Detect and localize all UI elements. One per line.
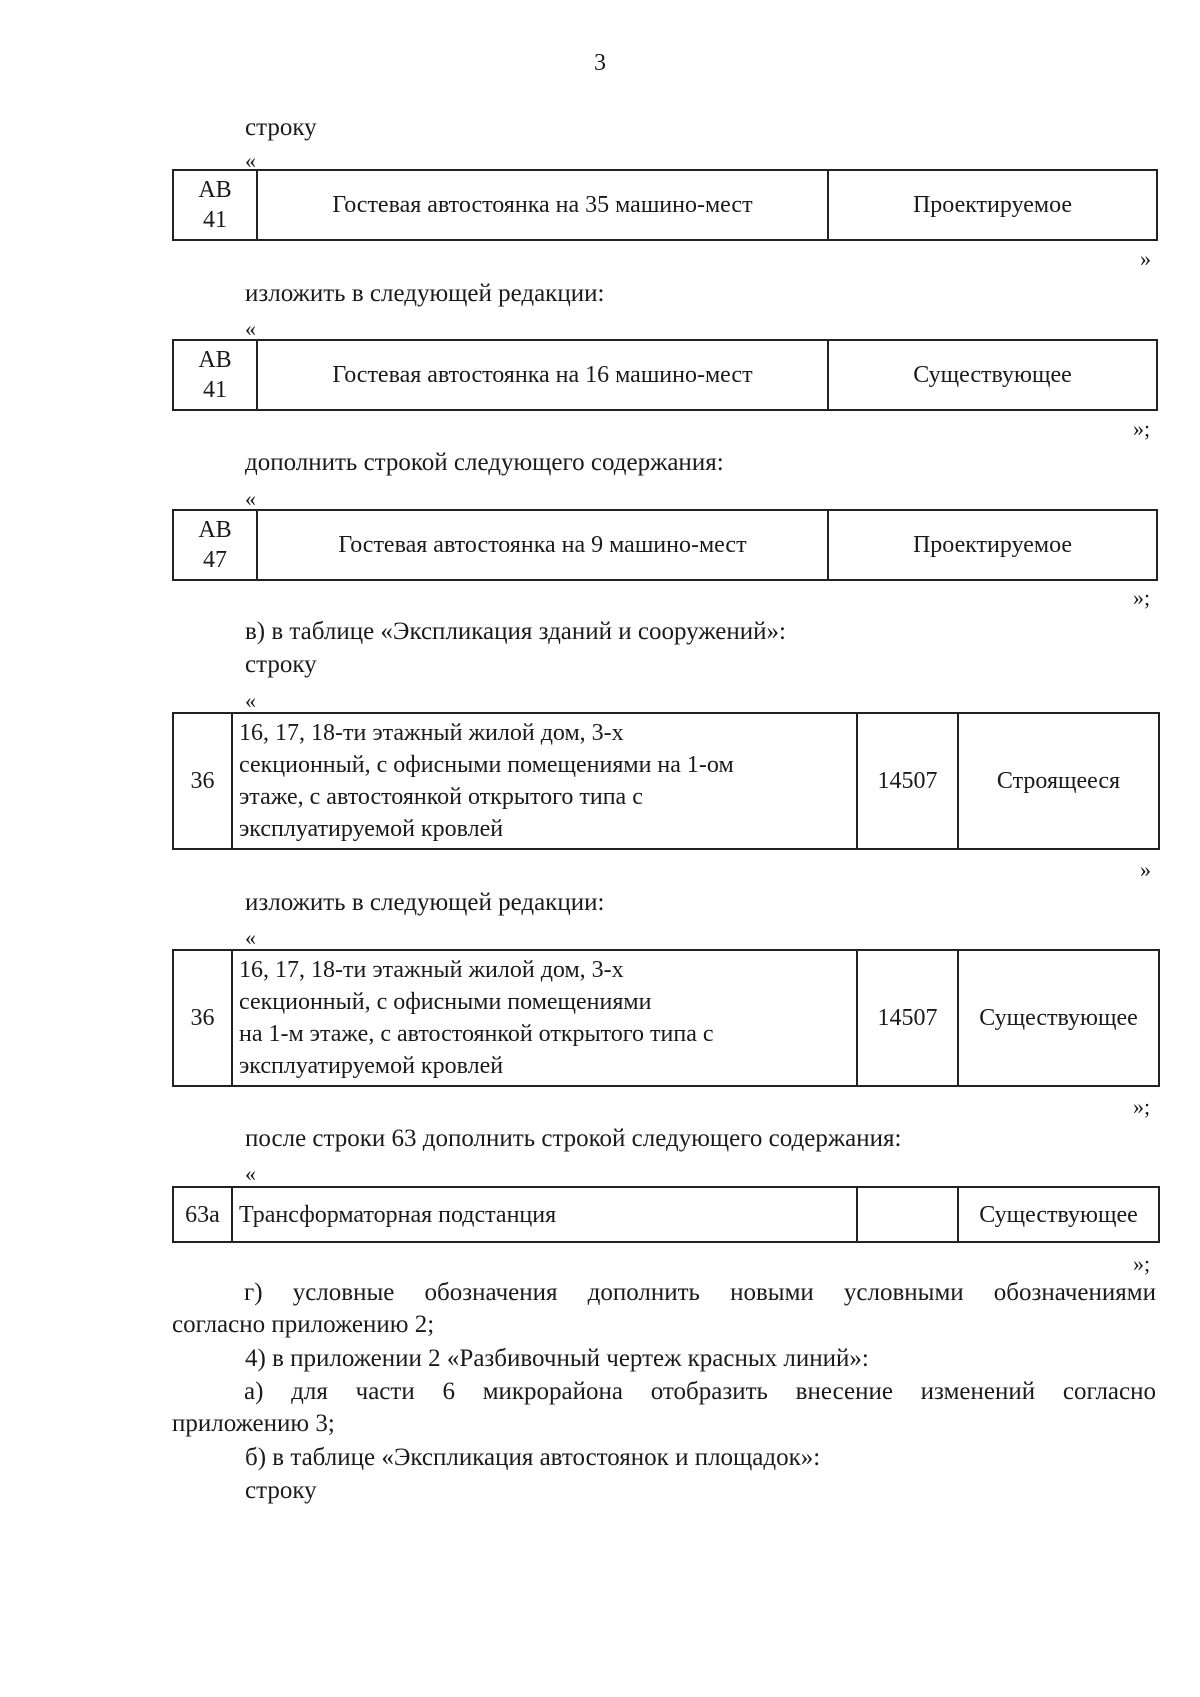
close-quote-semicolon: »; — [1133, 1094, 1151, 1119]
cell-status: Существующее — [958, 950, 1159, 1086]
table-parking-new — [172, 339, 1158, 411]
cell-desc — [232, 713, 857, 849]
cell-name: Гостевая автостоянка на 35 машино-мест — [257, 170, 828, 240]
open-quote: « — [245, 925, 256, 950]
label-add-row: дополнить строкой следующего содержания: — [245, 449, 724, 476]
cell-status: Строящееся — [958, 713, 1159, 849]
desc-line: этаже, с автостоянкой открытого типа с — [239, 784, 643, 810]
cell-desc: Трансформаторная подстанция — [232, 1187, 857, 1242]
code-line-2: 47 — [203, 547, 227, 573]
close-quote-semicolon: »; — [1133, 585, 1151, 610]
desc-line: секционный, с офисными помещениями на 1-ом — [239, 752, 734, 778]
open-quote: « — [245, 316, 256, 341]
cell-num: 36 — [173, 713, 232, 849]
cell-status: Существующее — [828, 340, 1157, 410]
open-quote: « — [245, 1161, 256, 1186]
cell-code — [173, 340, 257, 410]
paragraph-last: строку — [245, 1477, 317, 1504]
code-line-2: 41 — [203, 207, 227, 233]
page-number: 3 — [594, 50, 606, 76]
cell-num: 63а — [173, 1187, 232, 1242]
label-buildings-table: в) в таблице «Экспликация зданий и сооружений»: — [245, 618, 786, 645]
cell-area: 14507 — [857, 713, 958, 849]
cell-num: 36 — [173, 950, 232, 1086]
cell-area — [857, 1187, 958, 1242]
paragraph-g — [172, 1277, 1156, 1341]
code-line-1: АВ — [198, 177, 232, 203]
desc-line: 16, 17, 18-ти этажный жилой дом, 3-х — [239, 957, 624, 983]
cell-status: Проектируемое — [828, 510, 1157, 580]
label-row: строку — [245, 114, 317, 141]
desc-line: 16, 17, 18-ти этажный жилой дом, 3-х — [239, 720, 624, 746]
close-quote: » — [1140, 246, 1151, 271]
open-quote: « — [245, 148, 256, 173]
code-line-1: АВ — [198, 347, 232, 373]
cell-desc — [232, 950, 857, 1086]
label-new-edition: изложить в следующей редакции: — [245, 280, 605, 307]
code-line-1: АВ — [198, 517, 232, 543]
desc-line: на 1-м этаже, с автостоянкой открытого типа с — [239, 1021, 714, 1047]
paragraph-a-line-1: а) для части 6 микрорайона отобразить внесение изменений согласно — [244, 1378, 1156, 1405]
desc-line: секционный, с офисными помещениями — [239, 989, 652, 1015]
table-building-old — [172, 712, 1160, 850]
label-after-row-63: после строки 63 дополнить строкой следующего содержания: — [245, 1125, 902, 1152]
cell-area: 14507 — [857, 950, 958, 1086]
label-row: строку — [245, 651, 317, 678]
open-quote: « — [245, 688, 256, 713]
paragraph-4: 4) в приложении 2 «Разбивочный чертеж красных линий»: — [245, 1345, 869, 1372]
cell-status: Проектируемое — [828, 170, 1157, 240]
cell-code — [173, 170, 257, 240]
open-quote: « — [245, 486, 256, 511]
table-building-new — [172, 949, 1160, 1087]
cell-name: Гостевая автостоянка на 9 машино-мест — [257, 510, 828, 580]
paragraph-g-line-1: г) условные обозначения дополнить новыми условными обозначениями — [244, 1279, 1156, 1306]
cell-status: Существующее — [958, 1187, 1159, 1242]
code-line-2: 41 — [203, 377, 227, 403]
paragraph-b: б) в таблице «Экспликация автостоянок и площадок»: — [245, 1444, 821, 1471]
cell-name: Гостевая автостоянка на 16 машино-мест — [257, 340, 828, 410]
close-quote-semicolon: »; — [1133, 416, 1151, 441]
close-quote-semicolon: »; — [1133, 1251, 1151, 1276]
table-parking-added — [172, 509, 1158, 581]
paragraph-a — [172, 1376, 1156, 1440]
cell-code — [173, 510, 257, 580]
desc-line: эксплуатируемой кровлей — [239, 816, 504, 842]
paragraph-a-line-2: приложению 3; — [172, 1410, 335, 1437]
close-quote: » — [1140, 857, 1151, 882]
paragraph-g-line-2: согласно приложению 2; — [172, 1311, 435, 1338]
desc-line: эксплуатируемой кровлей — [239, 1053, 504, 1079]
table-parking-old — [172, 169, 1158, 241]
table-building-added — [172, 1186, 1160, 1243]
label-new-edition: изложить в следующей редакции: — [245, 889, 605, 916]
